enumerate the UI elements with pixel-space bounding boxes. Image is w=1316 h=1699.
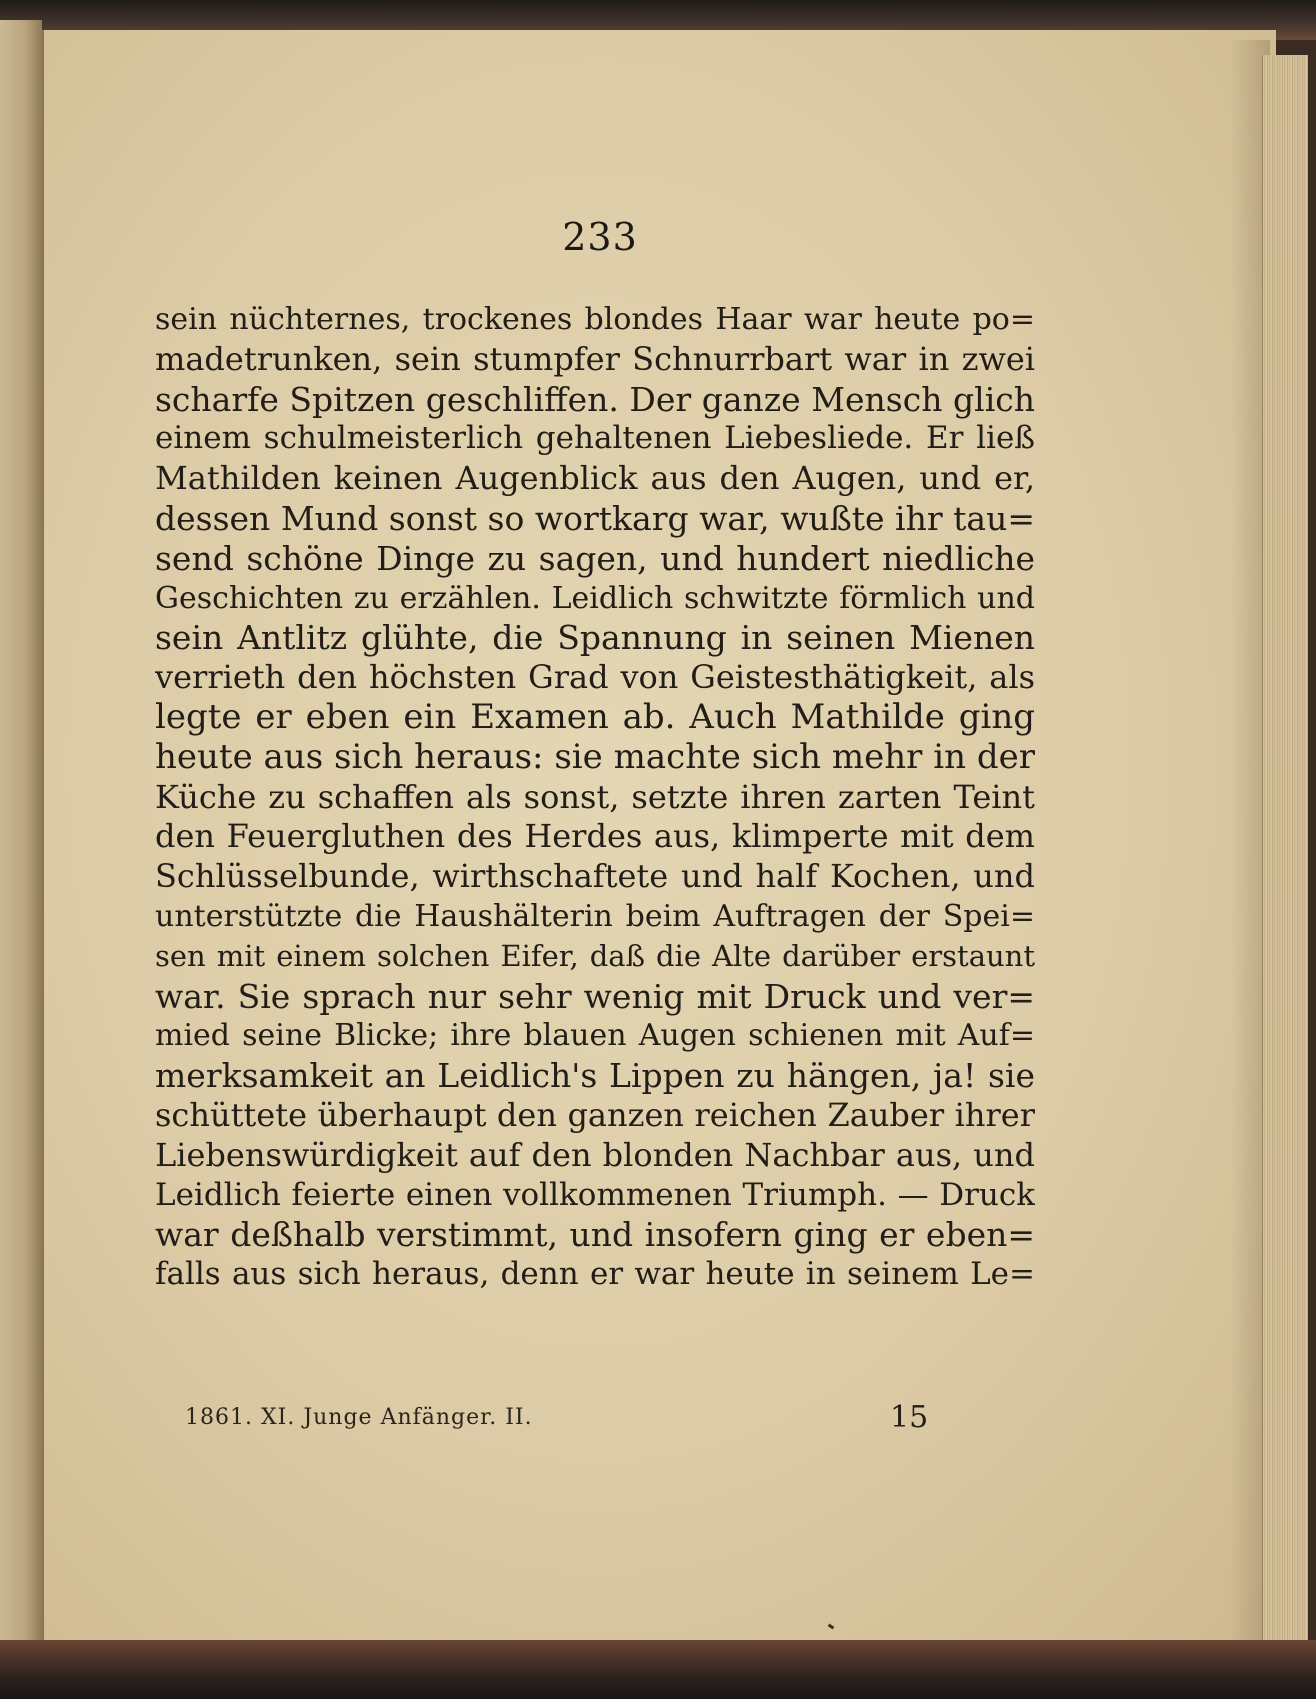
page-edges <box>1262 55 1308 1640</box>
body-text <box>155 300 1035 1295</box>
footer-gathering-number: 15 <box>890 1400 929 1435</box>
text-line: war deßhalb verstimmt, und insofern ging er eben= <box>155 1215 1035 1255</box>
text-line: den Feuergluthen des Herdes aus, klimperte mit dem <box>155 817 1035 856</box>
text-line: Küche zu schaffen als sonst, setzte ihren zarten Teint <box>155 777 1035 816</box>
book-cover-bottom <box>0 1640 1316 1699</box>
text-line: sein nüchternes, trockenes blondes Haar war heute po= <box>155 302 1035 337</box>
text-line: Liebenswürdigkeit auf den blonden Nachbar aus, und <box>155 1135 1035 1174</box>
text-line: verrieth den höchsten Grad von Geistesthätigkeit, als <box>155 658 1035 697</box>
text-line: war. Sie sprach nur sehr wenig mit Druck und ver= <box>155 976 1035 1016</box>
page-number: 233 <box>562 215 638 259</box>
text-line: mied seine Blicke; ihre blauen Augen schienen mit Auf= <box>155 1018 1035 1054</box>
footer-signature-mark: 1861. XI. Junge Anfänger. II. <box>185 1405 533 1430</box>
text-line: falls aus sich heraus, denn er war heute in seinem Le= <box>155 1256 1035 1293</box>
text-line: dessen Mund sonst so wortkarg war, wußte ihr tau= <box>155 498 1035 538</box>
text-line: Mathilden keinen Augenblick aus den Augen, und er, <box>155 459 1035 498</box>
text-line: schüttete überhaupt den ganzen reichen Zauber ihrer <box>155 1095 1035 1134</box>
text-line: merksamkeit an Leidlich's Lippen zu hängen, ja! sie <box>155 1056 1035 1096</box>
book-cover-left <box>0 20 42 1660</box>
text-line: Geschichten zu erzählen. Leidlich schwitzte förmlich und <box>155 580 1035 616</box>
text-line: sein Antlitz glühte, die Spannung in seinen Mienen <box>155 618 1035 658</box>
text-line: send schöne Dinge zu sagen, und hundert niedliche <box>155 538 1035 578</box>
text-line: einem schulmeisterlich gehaltenen Liebesliede. Er ließ <box>155 420 1035 457</box>
text-line: legte er eben ein Examen ab. Auch Mathilde ging <box>155 697 1035 737</box>
text-line: Leidlich feierte einen vollkommenen Triumph. — Druck <box>155 1176 1035 1213</box>
text-line: Schlüsselbunde, wirthschaftete und half Kochen, und <box>155 857 1035 896</box>
text-line: unterstützte die Haushälterin beim Auftragen der Spei= <box>155 898 1035 934</box>
text-line: madetrunken, sein stumpfer Schnurrbart war in zwei <box>155 339 1035 378</box>
text-line: scharfe Spitzen geschliffen. Der ganze Mensch glich <box>155 379 1035 419</box>
text-line: heute aus sich heraus: sie machte sich mehr in der <box>155 737 1035 777</box>
text-line: sen mit einem solchen Eifer, daß die Alte darüber erstaunt <box>155 938 1035 973</box>
